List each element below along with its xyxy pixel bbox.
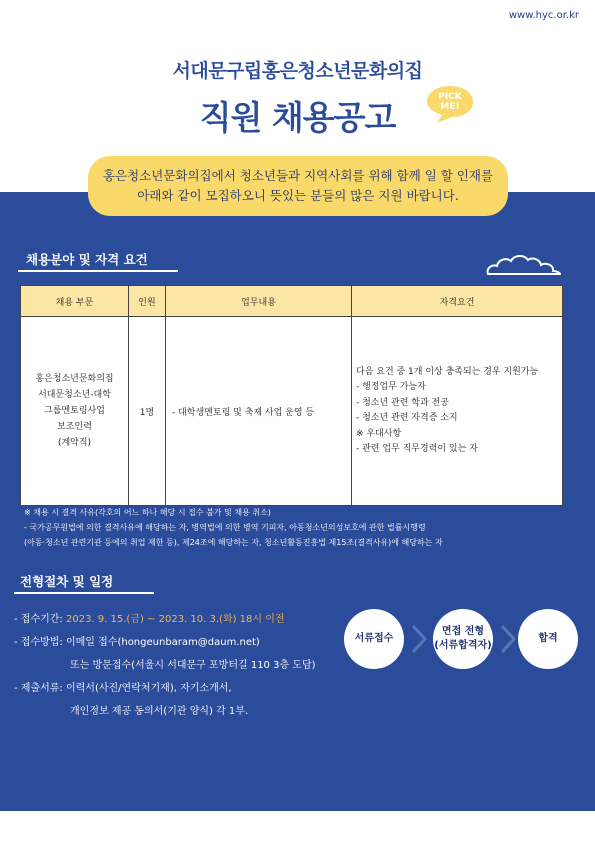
note-line: ※ 채용 시 결격 사유(각호의 어느 하나 해당 시 접수 불가 및 채용 취소) [24,508,271,517]
organization-name: 서대문구립홍은청소년문화의집 [172,60,423,82]
section1-underline [18,270,178,272]
step-interview: 면접 전형 (서류합격자) [433,609,493,669]
note-line: (아동·청소년 관련기관 등에의 취업 제한 등), 제24조에 해당하는 자, 청소년활동진흥법 제15조(결격사유)에 해당하는 자 [24,538,443,547]
header-count: 인원 [129,286,166,317]
required-documents: - 제출서류: 이력서(사진/연락처기재), 자기소개서, [14,683,232,694]
chevron-right-icon [410,624,428,654]
section1-title: 채용분야 및 자격 요건 [26,252,148,267]
qualification-line: ※ 우대사항 [356,428,402,439]
cell-duty: - 대학생멘토링 및 축제 사업 운영 등 [166,317,352,506]
intro-line2: 아래와 같이 모집하오니 뜻있는 분들의 많은 지원 바랍니다. [137,188,459,203]
position-line: 서대문청소년-대학 [38,390,111,400]
cell-qualification [352,317,563,506]
required-documents-2: 개인정보 제공 동의서(기관 양식) 각 1부. [70,706,249,717]
step-pass: 합격 [518,609,578,669]
procedure-details [14,608,316,723]
qualification-line: - 청소년 관련 자격증 소지 [356,413,458,423]
section2-underline [14,592,154,594]
header-qualification: 자격요건 [352,286,563,317]
disqualification-notes [24,505,584,550]
qualification-line: 다음 요건 중 1개 이상 충족되는 경우 지원가능 [356,366,539,377]
table-row [21,317,563,506]
page-title: 직원 채용공고 [199,98,396,137]
website-url[interactable]: www.hyc.or.kr [508,10,579,21]
header-duty: 업무내용 [166,286,352,317]
pick-me-badge [425,83,475,125]
requirements-table [20,285,563,506]
badge-line2: ME! [440,102,460,112]
application-method-2: 또는 방문접수(서울시 서대문구 포방터길 110 3층 도담) [70,660,316,671]
position-line: 홍은청소년문화의집 [35,374,114,384]
header-position: 채용 부문 [21,286,129,317]
application-method: - 접수방법: 이메일 접수(hongeunbaram@daum.net) [14,637,260,648]
chevron-right-icon [499,624,517,654]
cloud-icon [484,252,564,276]
badge-line1: PICK [438,92,462,102]
step-document-review: 서류접수 [344,609,404,669]
period-label: - 접수기간: [14,614,66,625]
qualification-line: - 관련 업무 직무경력이 있는 자 [356,444,478,454]
position-line: 보조인력 [57,422,92,432]
cell-count: 1명 [129,317,166,506]
cell-position [21,317,129,506]
position-line: (계약직) [57,438,92,448]
qualification-line: - 청소년 관련 학과 전공 [356,397,449,408]
application-period [14,608,316,631]
intro-box [88,156,508,216]
section2-title: 전형절차 및 일정 [20,574,114,589]
table-header-row [21,286,563,317]
intro-line1: 홍은청소년문화의집에서 청소년들과 지역사회를 위해 함께 일 할 인재를 [102,168,494,183]
period-value: 2023. 9. 15.(금) ~ 2023. 10. 3.(화) 18시 이전 [65,614,285,625]
qualification-line: - 행정업무 가능자 [356,382,426,392]
note-line: - 국가공무원법에 의한 결격사유에 해당하는 자, 병역법에 의한 병역 기피자, 아동청소년의성보호에 관한 법률시행령 [24,523,426,532]
position-line: 그룹멘토링사업 [44,406,105,416]
